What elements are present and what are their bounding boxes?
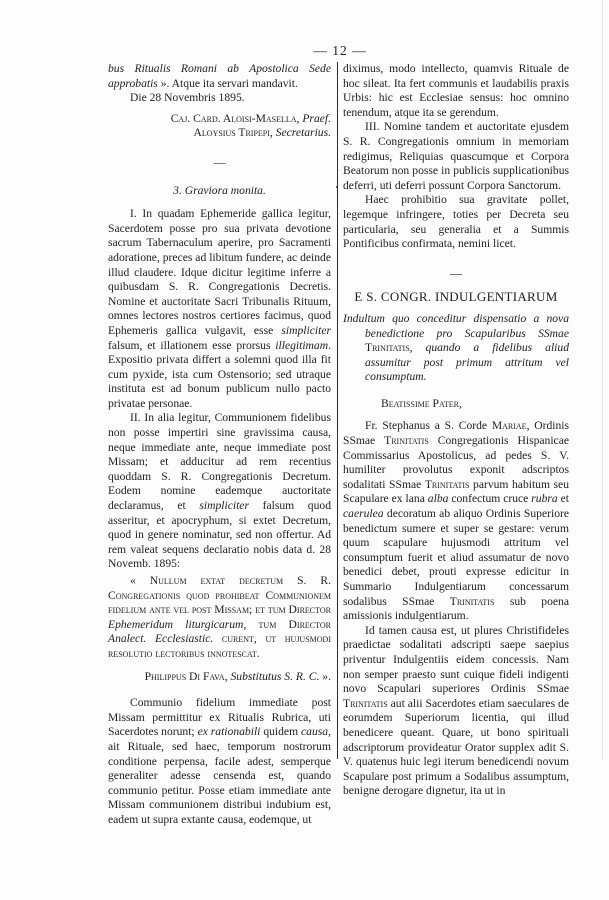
- right-column: [343, 62, 569, 799]
- signature-secretary: [108, 126, 331, 141]
- italic-run: alba: [427, 492, 449, 506]
- italic-run: , quando a fidelibus aliud assumitur post primum attritum vel consumptum.: [365, 341, 569, 384]
- italic-run: Ephemeridum liturgicarum: [108, 617, 244, 631]
- smallcaps-run: Trinitatis: [365, 341, 410, 355]
- text-run: confectum cruce: [448, 492, 532, 506]
- opening-italic: bus Ritualis Romani ab Apostolica Sede approbatis: [108, 62, 331, 90]
- opening-fragment: [108, 62, 331, 91]
- decree-date: Die 28 Novembris 1895.: [130, 91, 245, 105]
- italic-run: causa: [301, 725, 329, 739]
- signature-role: Secretarius.: [275, 126, 331, 140]
- page-edge-line: [602, 0, 603, 760]
- quote-close: ».: [319, 669, 331, 683]
- italic-run: simpliciter: [281, 323, 331, 337]
- smallcaps-run: Trinitatis: [343, 696, 388, 710]
- smallcaps-run: Mariae: [491, 419, 527, 433]
- quote-signature: [108, 670, 331, 685]
- salutation: Beatissime Pater,: [381, 396, 462, 410]
- italic-run: Indultum quo conceditur dispensatio a nova benedictione pro Scapularibus SSmae: [343, 311, 569, 340]
- signature-name: Aloysius Tripepi,: [193, 126, 273, 140]
- page-number: — 12 —: [313, 43, 367, 58]
- smallcaps-run: curent, ut hujusmodi resolutio lectoribus innotescat.: [108, 632, 331, 660]
- text-run: falsum, et illationem esse prorsus: [108, 338, 276, 352]
- smallcaps-run: Trinitatis: [384, 434, 429, 448]
- spacer: [108, 684, 331, 696]
- text-run: Id tamen causa est, ut plures Christifideles praedictae sodalitati adscripti saepe saepius priventur Indulgentiis eidem concessis. Nam non semper praesto sunt cuique fideli indigenti novo Scapulari superiores Ordinis SSmae: [343, 623, 569, 696]
- petition-paragraph: [343, 419, 569, 623]
- column-divider: [337, 62, 338, 759]
- italic-run: illegitimam: [275, 338, 329, 352]
- opening-rest: ». Atque ita servari mandavit.: [157, 76, 298, 90]
- signature-prefect: [108, 112, 331, 127]
- paragraph-II: [108, 411, 331, 572]
- smallcaps-run: Trinitatis: [449, 594, 495, 608]
- paragraph-haec: Haec prohibitio sua gravitate pollet, legemque infringere, toties per Decreta seu particularia, seu generalia et a Summis Pontificibus confirmata, nemini licet.: [343, 193, 569, 251]
- smallcaps-run: « Nullum extat decretum S. R. Congregationis quod prohibeat Communionem fidelium ante vel post Missam; et tum Director: [108, 574, 331, 617]
- paragraph-I: [108, 207, 331, 411]
- signature-name: Philippus Di Fava,: [144, 669, 228, 683]
- italic-run: Analect. Ecclesiastic.: [108, 632, 214, 646]
- text-run: Congregationis Hispanicae Commissarius Apostolicus, ad pedes S. V. humiliter provolutus exponit adscriptos sodalitati SSmae: [343, 434, 569, 491]
- text-run: II. In alia legitur, Communionem fidelibus non posse impertiri sine gravissima causa, neque immediate ante, neque immediate post Missam; et adducitur ad rem recentius quoddam S. R. Congregationis Decretum. Eodem nomine eademque auctoritate declaramus, et: [108, 411, 331, 513]
- text-run: quidem: [260, 725, 302, 739]
- signature-block: [108, 112, 331, 141]
- smallcaps-run: Trinitatis: [424, 477, 470, 491]
- decree-quote: [108, 574, 331, 662]
- section-separator: —: [213, 154, 226, 169]
- text-run: aut alii Sacerdotes etiam saeculares de eorumdem Superiorum licentia, qui illud benedicere queant. Quare, ut bono spirituali adscriptorum provideatur Orator supplex adit S. V. quatenus huic legi iterum benedicendi novum Scapulare post primum a Sodalibus assumptum, benigne derogare dignetur, ita ut in: [343, 696, 569, 798]
- text-run: decoratum ab aliquo Ordinis Superiore benedictum sumere et super se gestare: verum quum scapulare hujusmodi attritum vel consumptum fuerit et aliud assumatur de novo benedici debet, prouti expresse edicitur in Summario Indulgentiarum concessarum sodalibus SSmae: [343, 507, 569, 608]
- text-run: Fr. Stephanus a S. Corde: [365, 419, 492, 433]
- scan-speck: [336, 186, 338, 188]
- left-column: [108, 62, 331, 828]
- congregation-heading: E S. CONGR. INDULGENTIARUM: [354, 289, 558, 305]
- section-heading: 3. Graviora monita.: [173, 183, 266, 197]
- text-run: parvum habitum seu Scapulare ex lana: [343, 477, 569, 506]
- text-run: Communio fidelium immediate post Missam permittitur ex Ritualis Rubrica, uti Sacerdotes norunt;: [108, 696, 331, 739]
- signature-name: Caj. Card. Aloisi-Masella,: [170, 111, 300, 125]
- text-run: . Expositio privata differt a solemni quod illa fit cum pyxide, ista cum Ostensorio; sed utraque instituta est ad bonum publicum nullo pacto privatae personae.: [108, 338, 331, 410]
- paragraph-id-tamen: [343, 624, 569, 799]
- paragraph-III: III. Nomine tandem et auctoritate ejusdem S. R. Congregationis omnium in memoriam redigimus, Reliquias quascumque et Corpora Beatorum non posse in publicis supplicationibus deferri, uti deferri possunt Corpora Sanctorum.: [343, 120, 569, 192]
- text-run: , Ordinis SSmae: [343, 419, 570, 448]
- paragraph-communio: [108, 696, 331, 827]
- text-run: falsum quod asseritur, et apocryphum, si extet Decretum, quod in genere nominatur, sed non offertur. Ad rem valeat sequens declaratio nobis data d. 28 Novemb. 1895:: [108, 499, 331, 571]
- italic-run: rubra: [531, 492, 558, 506]
- italic-run: ex rationabili: [197, 725, 261, 739]
- text-run: et: [557, 492, 570, 506]
- text-run: sub poena amissionis indulgentiarum.: [343, 594, 569, 623]
- section-separator: —: [450, 265, 462, 280]
- continuation-paragraph: diximus, modo intellecto, quamvis Rituale de hoc sileat. Ita fert communis et laudabilis praxis Urbis: hic est Ecclesiae sensus: hoc omnino tenendum, atque ita se gerendum.: [343, 62, 569, 119]
- text-run: , ait Rituale, sed haec, temporum nostrorum conditione perpensa, facile adest, semperque generaliter adesse censenda est, quando communio petitur. Posse etiam immediate ante Missam communionem distribui indubium est, eadem ut supra extante causa, eodemque, ut: [108, 725, 331, 826]
- smallcaps-run: , tum Director: [243, 617, 331, 631]
- text-run: I. In quadam Ephemeride gallica legitur, Sacerdotem posse pro sua privata devotione sacrum Tabernaculum aperire, pro Sacramenti adoratione, preces ad libitum fundere, ac deinde illud claudere. Idque dicitur legitime inferre a quibusdam S. R. Congregationis Decretis. Nomine et auctoritate Sacri Tribunalis Rituum, omnes lectores nostros certiores facimus, quod Ephemeris gallica vulgavit, esse: [108, 207, 331, 337]
- signature-role: Praef.: [302, 111, 331, 125]
- italic-run: caerulea: [343, 507, 384, 521]
- italic-run: simpliciter: [199, 499, 249, 513]
- signature-role: Substitutus S. R. C.: [230, 669, 320, 683]
- indult-title: [343, 312, 569, 385]
